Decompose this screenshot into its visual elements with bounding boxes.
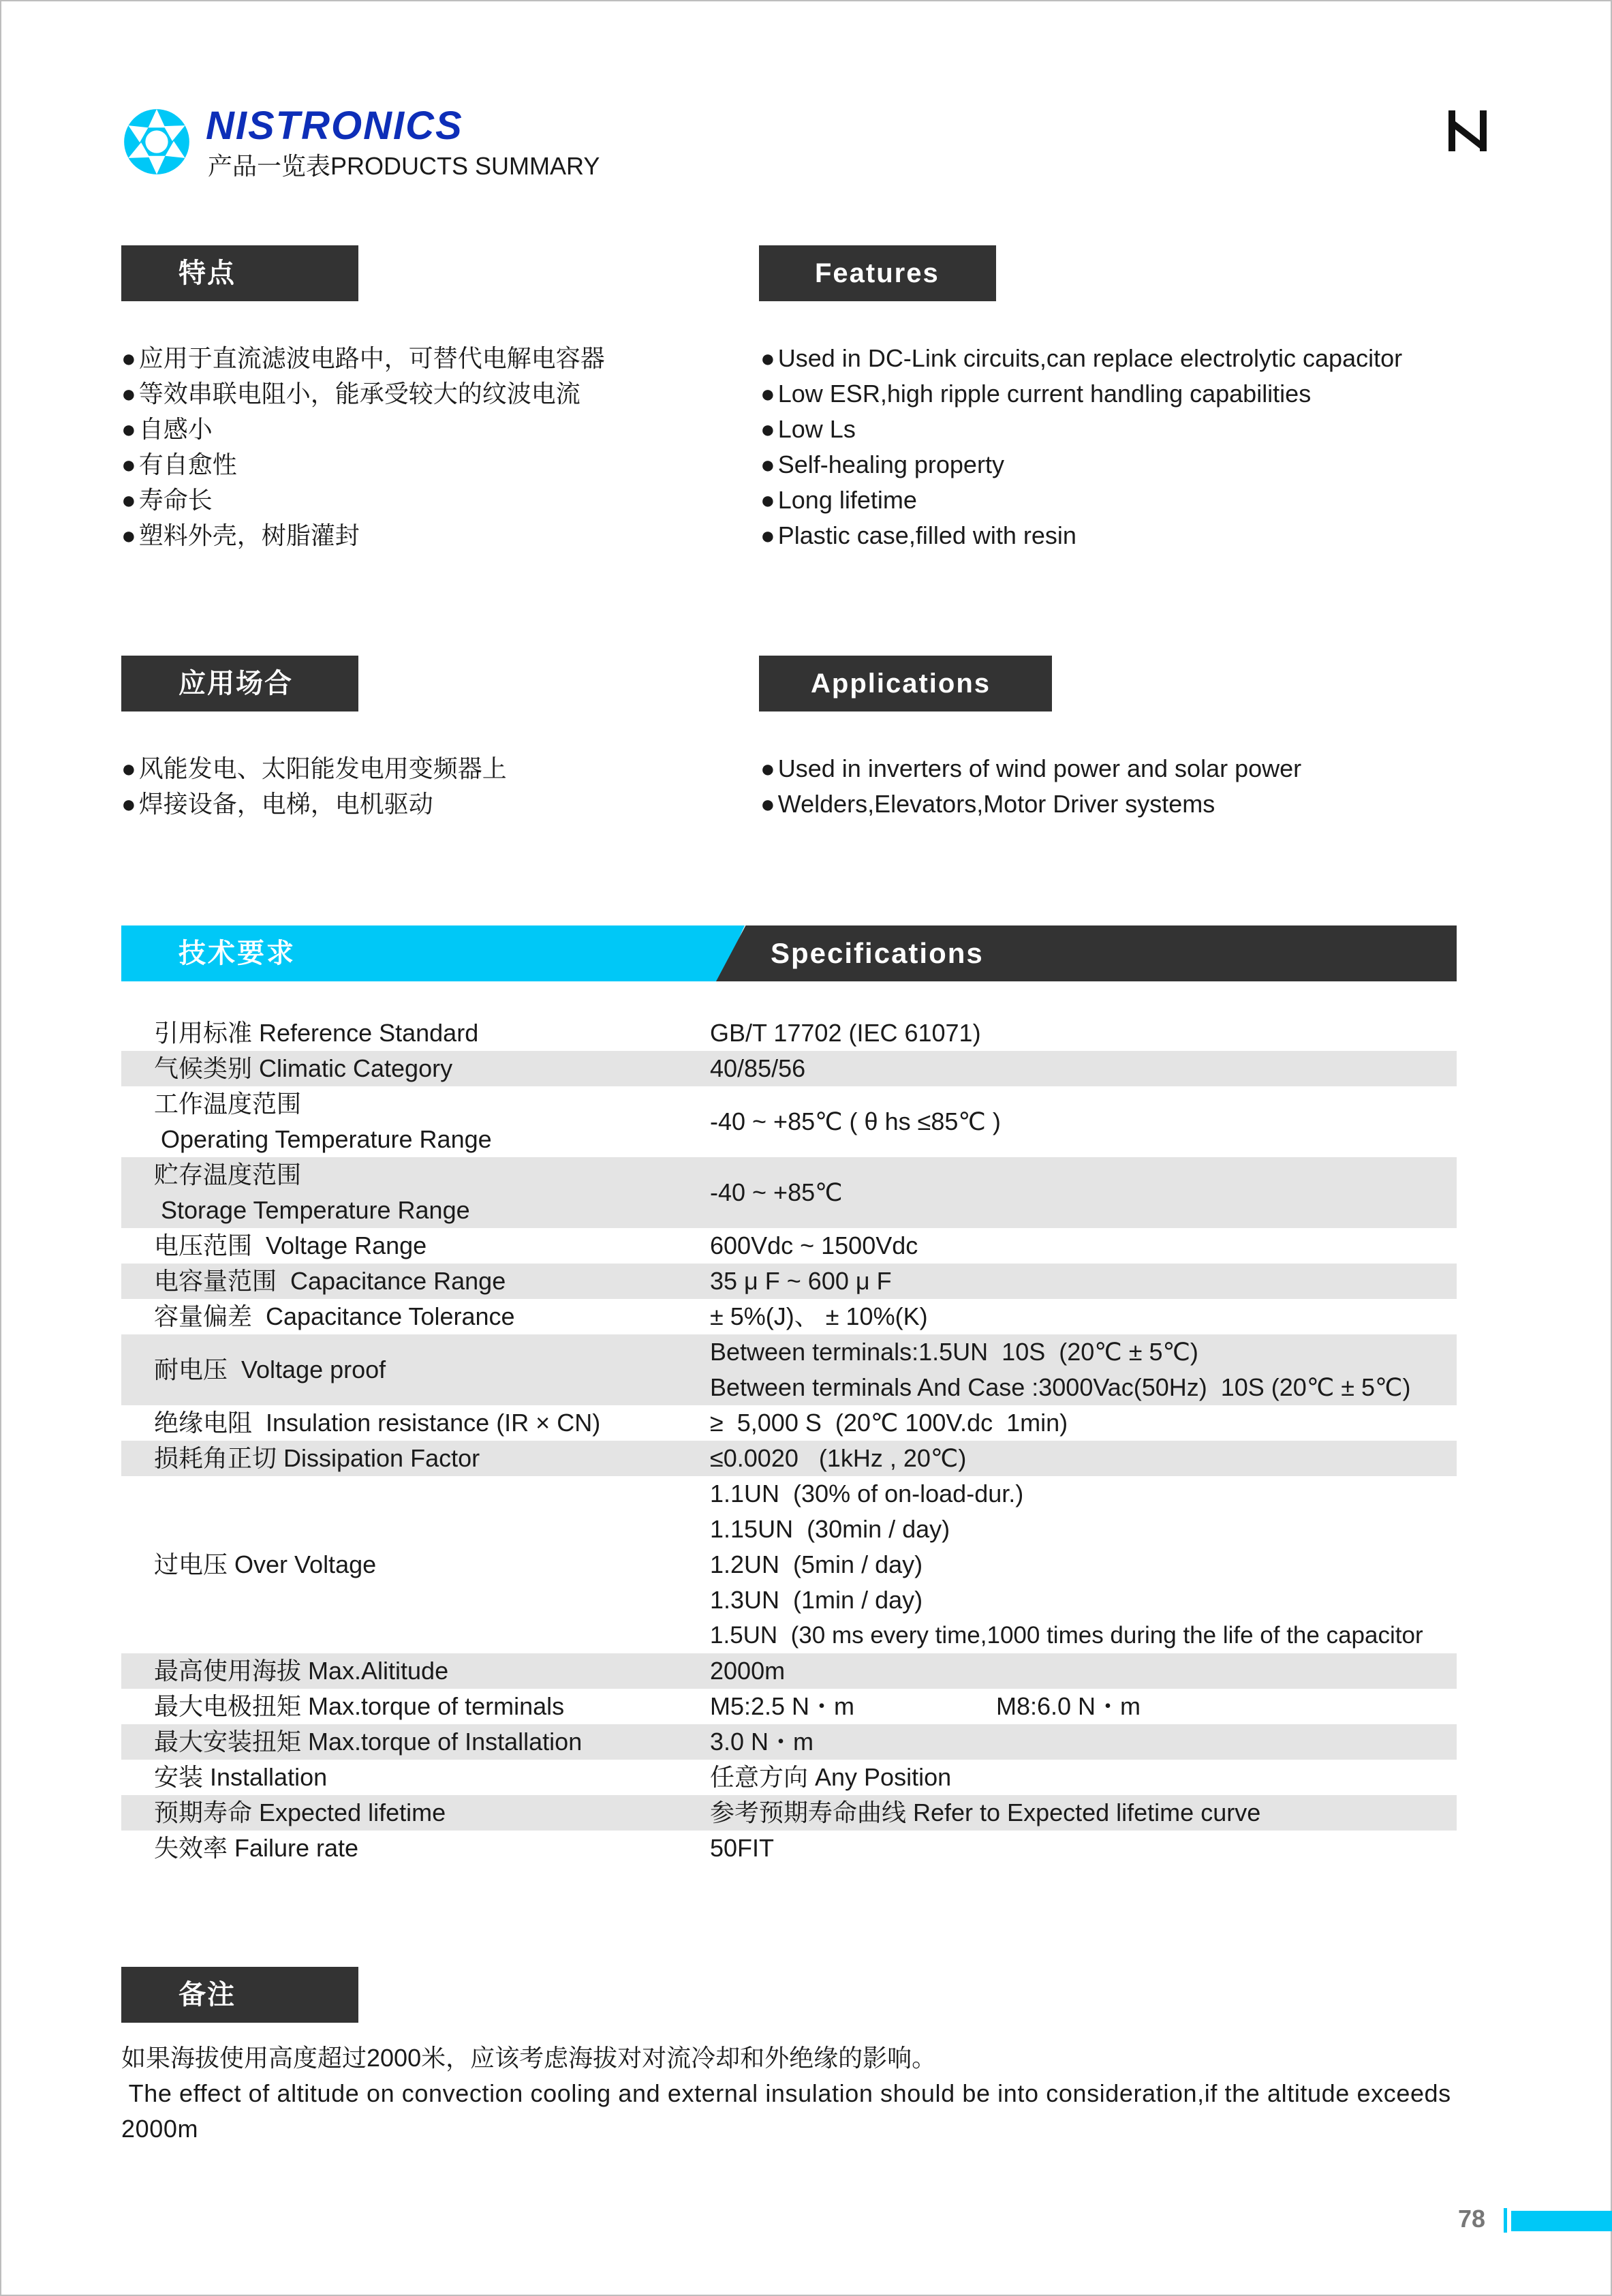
specifications-heading-cn: 技术要求 [179,938,296,968]
list-item: ● 等效串联电阻小，能承受较大的纹波电流 [121,376,605,412]
list-item: ● Low Ls [760,412,1402,447]
spec-value: 参考预期寿命曲线 Refer to Expected lifetime curve [710,1798,1261,1826]
brand-name: NISTRONICS [206,104,463,148]
list-item: ● 风能发电、太阳能发电用变频器上 [121,751,507,786]
list-item: ● Used in DC-Link circuits,can replace electrolytic capacitor [760,341,1402,376]
list-item: ● 应用于直流滤波电路中，可替代电解电容器 [121,341,605,376]
list-item: ● 焊接设备，电梯，电机驱动 [121,786,507,822]
table-row [121,1724,1457,1760]
table-row [121,1157,1457,1228]
table-row [121,1441,1457,1476]
spec-label: 电容量范围 Capacitance Range [154,1267,506,1295]
specifications-heading-en: Specifications [771,937,984,969]
applications-list-cn [121,751,507,822]
features-list-en [760,341,1402,553]
table-row [121,1086,1457,1157]
corner-logo-icon [1443,106,1492,155]
applications-list-en [760,751,1301,822]
spec-value: 3.0 N・m [710,1728,814,1756]
table-row [121,1334,1457,1405]
list-item: ● Low ESR,high ripple current handling capabilities [760,376,1402,412]
page-number-accent-bar [1511,2211,1612,2231]
spec-label: 预期寿命 Expected lifetime [154,1798,446,1826]
list-item: ● Self-healing property [760,447,1402,483]
table-row [121,1653,1457,1689]
list-item: ● Long lifetime [760,483,1402,518]
spec-value: 任意方向 Any Position [710,1763,952,1791]
spec-label: 引用标准 Reference Standard [154,1019,479,1047]
spec-value: Between terminals:1.5UN 10S (20℃ ± 5℃) Between terminals And Case :3000Vac(50Hz) 10S (20℃ ± 5℃) [710,1338,1411,1401]
list-item: ● Plastic case,filled with resin [760,518,1402,553]
table-row [121,1264,1457,1299]
features-list-cn [121,341,605,553]
table-row [121,1689,1457,1724]
table-row [121,1831,1457,1866]
spec-label: 容量偏差 Capacitance Tolerance [154,1302,515,1330]
spec-value: 50FIT [710,1834,775,1862]
spec-label: 电压范围 Voltage Range [154,1231,427,1259]
page-number-divider [1504,2208,1507,2233]
applications-heading-en: Applications [759,656,1052,711]
spec-label: 绝缘电阻 Insulation resistance (IR × CN) [154,1409,601,1437]
specifications-banner [121,925,1457,981]
notes-body [121,2040,1457,2147]
spec-label: 损耗角正切 Dissipation Factor [154,1444,480,1472]
table-row [121,1405,1457,1441]
list-item: ● Welders,Elevators,Motor Driver systems [760,786,1301,822]
spec-label: 贮存温度范围 Storage Temperature Range [154,1161,470,1224]
page-number: 78 [1458,2205,1486,2233]
list-item: ● 自感小 [121,412,605,447]
list-item: ● 寿命长 [121,483,605,518]
spec-label: 最大电极扭矩 Max.torque of terminals [154,1692,565,1720]
spec-value: 35 μ F ~ 600 μ F [710,1267,892,1295]
notes-text-en: The effect of altitude on convection cooling and external insulation should be into consideration,if the altitude exceeds 2000m [121,2079,1459,2143]
spec-value: 600Vdc ~ 1500Vdc [710,1231,918,1259]
spec-label: 失效率 Failure rate [154,1834,359,1862]
spec-label: 过电压 Over Voltage [154,1550,377,1578]
spec-label: 最大安装扭矩 Max.torque of Installation [154,1728,583,1756]
specifications-table [121,1015,1457,1866]
applications-heading-cn: 应用场合 [121,656,358,711]
list-item: ● 有自愈性 [121,447,605,483]
features-heading-en: Features [759,245,996,301]
spec-label: 气候类别 Climatic Category [154,1054,453,1082]
spec-label: 安装 Installation [154,1763,328,1791]
aperture-logo-icon [121,106,192,177]
table-row [121,1228,1457,1264]
table-row [121,1476,1457,1653]
table-row [121,1015,1457,1051]
spec-value: -40 ~ +85℃ [710,1178,843,1206]
spec-value: -40 ~ +85℃ ( θ hs ≤85℃ ) [710,1107,1001,1135]
table-row [121,1051,1457,1086]
table-row [121,1760,1457,1795]
spec-value: 2000m [710,1657,786,1685]
table-row [121,1795,1457,1831]
spec-value: GB/T 17702 (IEC 61071) [710,1019,981,1047]
spec-value: 1.1UN (30% of on-load-dur.) 1.15UN (30min / day) 1.2UN (5min / day) 1.3UN (1min / day) 1.5UN (30 ms every time,1000 times during the life of the capacitor [710,1480,1423,1649]
spec-label: 耐电压 Voltage proof [154,1356,386,1383]
list-item: ● Used in inverters of wind power and solar power [760,751,1301,786]
notes-text-cn: 如果海拔使用高度超过2000米，应该考虑海拔对对流冷却和外绝缘的影响。 [121,2044,937,2072]
page-subtitle: 产品一览表PRODUCTS SUMMARY [208,152,600,180]
list-item: ● 塑料外壳，树脂灌封 [121,518,605,553]
spec-value: ≤0.0020 (1kHz , 20℃) [710,1444,967,1472]
spec-value: ≥ 5,000 S (20℃ 100V.dc 1min) [710,1409,1068,1437]
notes-heading: 备注 [121,1967,358,2023]
features-heading-cn: 特点 [121,245,358,301]
spec-value: ± 5%(J)、 ± 10%(K) [710,1302,928,1330]
spec-value: M5:2.5 N・m M8:6.0 N・m [710,1692,1141,1720]
spec-value: 40/85/56 [710,1054,806,1082]
table-row [121,1299,1457,1334]
spec-label: 最高使用海拔 Max.Alititude [154,1657,449,1685]
spec-label: 工作温度范围 Operating Temperature Range [154,1090,492,1153]
